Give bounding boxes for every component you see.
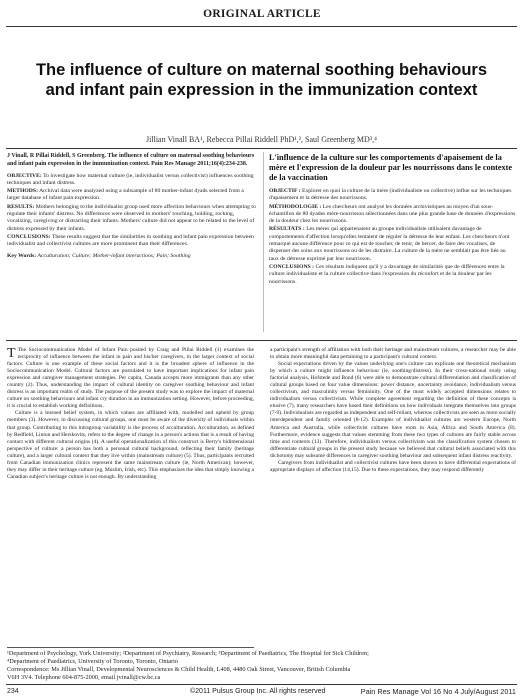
- abstract-methods-label: METHODS:: [7, 188, 38, 195]
- resume-objective-text: Explorer en quoi la culture de la mère (individualiste ou collective) influe sur les techniques d'apaisement et la détresse des nourrissons.: [269, 188, 512, 202]
- resume-results: [269, 226, 516, 262]
- footnote-rule: [7, 647, 254, 648]
- body-paragraph: Caregivers from individualist and collectivist cultures have been shown to have differential expectations of appropriate displays of affection (14,15). Due to these expectations, they may respond differently: [270, 459, 516, 473]
- abstract-english: [7, 153, 256, 261]
- resume-objective: [269, 188, 516, 203]
- resume-conclusions-text: Ces résultats indiquent qu'il y a davantage de similarités que de différences entre la culture individualiste et la culture collective dans l'expression du réconfort et de la douleur par les nourrissons.: [269, 263, 505, 285]
- abstract-objective-label: OBJECTIVE:: [7, 172, 42, 179]
- abstract-methods-text: Archival data were analyzed using a subsample of 80 mother-infant dyads selected from a larger database of infant pain expression.: [7, 188, 244, 202]
- abstract-conclusions-label: CONCLUSIONS:: [7, 233, 51, 240]
- affiliation-line-1: ¹Department of Psychology, York University; ²Department of Psychiatry, Research; ³Department of Paediatrics, The Hospital for Sick Children;: [7, 650, 369, 657]
- affiliation-line-2: ⁴Department of Paediatrics, University of Toronto, Toronto, Ontario: [7, 657, 179, 665]
- french-title: L'influence de la culture sur les comportements d'apaisement de la mère et l'expression de la douleur par les nourrissons dans le contexte de la vaccination: [269, 153, 512, 182]
- abstract-results-text: Mothers belonging to the individualist group used more affection behaviours when attempting to regulate their infants' distress. No differences were observed in mothers' touching, holding, rocking, vocalizing, caregiving or distracting their infants. Mothers' culture did not appear to be related to the level of distress expressed by their infants.: [7, 203, 256, 232]
- drop-cap: T: [7, 346, 16, 361]
- citation: J Vinall, R Pillai Riddell, S Greenberg. The influence of culture on maternal soothing behaviours and infant pain expression in the immunization context. Pain Res Manage 2011;16(4):234-238.: [7, 153, 255, 167]
- abstract-conclusions: [7, 234, 256, 249]
- resume-methods-text: Les chercheurs ont analysé les données archivistiques au moyen d'un sous-échantillon de 80 dyades mère-nourrisson sélectionnées dans une plus grande base de données d'expressions de la douleur chez les nourrissons.: [269, 203, 516, 225]
- abstract-keywords: [7, 253, 256, 260]
- correspondence-line-2: V6H 3V4. Telephone 604-875-2000, email jvinall@cw.bc.ca: [7, 673, 161, 681]
- body-paragraph-text: The Sociocommunication Model of Infant Pain posited by Craig and Pillai Riddell (1) examines the reciprocity of influence between the infant in pain and his/her caregivers, in the larger context of social factors. Culture is one example of these social factors and it is the broadest sphere of influence in the Sociocommunication Model. Cultural factors are postulated to have important implications for infant pain expression and caregiver management strategies. Per capita, Canada accepts more immigrants than any other country (2). Thus, understanding the impact of cultural identity on caregiver soothing behaviour and infant distress is an important realm of study. The purpose of the present study was to explore the impact of maternal culture on soothing behaviours and infant cry duration in an immunization setting. However, before proceeding, it is crucial to establish working definitions.: [7, 347, 254, 410]
- body-paragraph: Culture is a learned belief system, in which values are affiliated with, modelled and upheld by group members (3). However, in discussing cultural groups, one must be aware of the diversity of individuals within that group. Contributing to this intragroup variability is the process of acculturation. Acculturation, as defined by Redfield, Linton and Herskovits, refers to the degree of change in a person's actions that is a result of having contact with different cultural origins (4). A useful operationalization of this construct is Berry's bidimensional perspective of culture: a person has both a personal cultural background, reflecting their family (heritage culture), and a larger cultural context that they live within (mainstream culture) (5). Thus, participants recruited from Canadian immunization clinics represent the same mainstream culture (ie, North American); however, they may differ in their heritage culture (eg, Muslim, Irish, etc). This emphasizes the idea that simply knowing a Canadian subject's heritage culture is not enough. By understanding: [7, 410, 254, 480]
- body-column-right: [270, 347, 516, 474]
- abstract-objective: [7, 173, 256, 188]
- abstract-results: [7, 204, 256, 233]
- abstract-top-rule: [6, 148, 517, 149]
- author-list: Jillian Vinall BA¹, Rebecca Pillai Riddell PhD¹,², Saul Greenberg MD³,⁴: [146, 135, 377, 144]
- abstract-column-divider: [263, 152, 264, 332]
- resume-results-label: RÉSULTATS :: [269, 226, 305, 233]
- resume-conclusions-label: CONCLUSIONS :: [269, 263, 315, 270]
- body-paragraph: Social expectations driven by the values underlying one's culture can explicate one theoretical mechanism by which a culture might influence behaviour (ie, soothing/distress). In their cross-national study using factorial analysis, Hofstede and Bond (6) were able to demonstrate cultural differentiation and classification of cultural groups based on four value dimensions: power distance, uncertainty avoidance, individualism versus collectivism, and masculinity versus femininity. One of the most widely accepted dimensions relates to individualism versus collectivism. While complete agreement regarding the definition of these concepts is elusive (7), many researchers have based their definitions on how individuals integrate themselves into groups (7-9). Individualists are regarded as independent and self-reliant, whereas collectivists are seen as more socially interdependent and family oriented (8-12). Examples of individualist cultures are western Europe, North America and Australia, while collectivist cultures have roots in Asia, Africa and South America (8). Furthermore, evidence suggests that values stemming from these two types of cultures are fairly stable across time and contexts (13). Therefore, individualism versus collectivism was the classification system chosen to differentiate cultural groups in the present study because we believed that cultural beliefs associated with this dichotomy may subsume differences in caregiver soothing behaviour and subsequent infant distress reactivity.: [270, 361, 516, 459]
- journal-info: Pain Res Manage Vol 16 No 4 July/August 2011: [360, 687, 516, 696]
- footer-rule: [6, 684, 517, 685]
- copyright: ©2011 Pulsus Group Inc. All rights reserved: [190, 688, 326, 695]
- keywords-label: Key Words:: [7, 252, 37, 259]
- abstract-french: [269, 153, 516, 287]
- resume-results-text: Les mères qui appartenaient au groupe individualiste utilisaient davantage de comportements d'affection lorsqu'elles tentaient de réguler la détresse de leur enfant. Les chercheurs n'ont remarqué aucune différence pour ce qui est de toucher, de tenir, de bercer, de faire des vocalises, de dispenser des soins aux nourrissons ou de les distraire. La culture de la mère ne semblait pas être liée au taux de détresse exprimé par leur nourrisson.: [269, 226, 510, 262]
- resume-conclusions: [269, 264, 516, 286]
- body-paragraph: [7, 347, 254, 410]
- article-title: The influence of culture on maternal soothing behaviours and infant pain expression in the immunization context: [35, 61, 488, 99]
- resume-objective-label: OBJECTIF :: [269, 188, 301, 194]
- header-rule: [6, 26, 517, 27]
- abstract-conclusions-text: These results suggest that the similarities in soothing and infant pain expression between individualist and collectivist cultures are more prominent than their differences.: [7, 233, 254, 248]
- correspondence-line-1: Correspondence: Ms Jillian Vinall, Developmental Neurosciences & Child Health, L408, 4480 Oak Street, Vancouver, British Columbia: [7, 665, 351, 673]
- footnotes: [7, 650, 519, 682]
- resume-methods-label: MÉTHODOLOGIE :: [269, 203, 322, 210]
- body-paragraph: a participant's strength of affiliation with both their heritage and mainstream cultures, a researcher may be able to obtain more meaningful data pertaining to a participant's cultural context.: [270, 347, 516, 361]
- body-column-left: [7, 347, 254, 481]
- abstract-results-label: RESULTS:: [7, 203, 35, 210]
- abstract-objective-text: To investigate how maternal culture (ie, individualist versus collectivist) influences soothing techniques and infant distress.: [7, 172, 254, 186]
- page-number: 234: [7, 688, 19, 695]
- body-top-rule: [6, 340, 517, 341]
- abstract-methods: [7, 188, 256, 203]
- keywords-text: Acculturation; Culture; Mother-infant interactions; Pain; Soothing: [37, 252, 191, 259]
- section-tag: ORIGINAL ARTICLE: [203, 8, 321, 20]
- resume-methods: [269, 204, 516, 226]
